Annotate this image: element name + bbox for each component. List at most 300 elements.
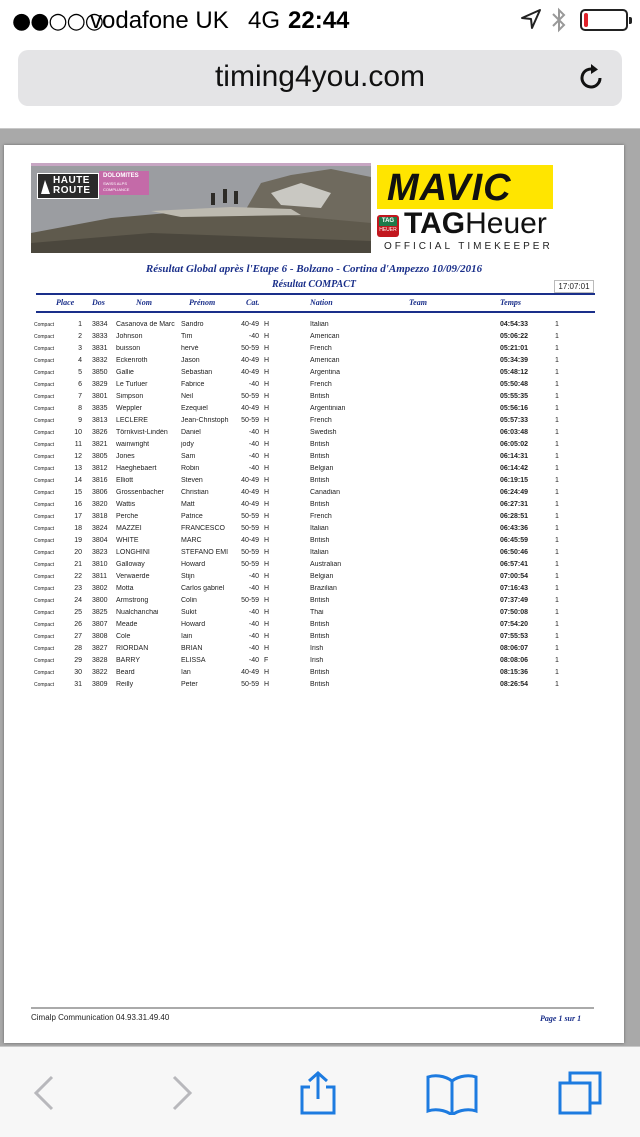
row-bib: 3818 (92, 513, 108, 520)
row-firstname: Patrice (181, 513, 203, 520)
row-place: 22 (74, 573, 82, 580)
row-bib: 3806 (92, 489, 108, 496)
row-stages: 1 (555, 561, 559, 568)
row-time: 06:50:46 (500, 549, 529, 556)
table-row (4, 403, 624, 415)
row-age-category: 40-49 (241, 357, 259, 364)
row-sex: H (264, 585, 270, 592)
row-bib: 3829 (92, 381, 108, 388)
row-place: 19 (74, 537, 82, 544)
row-surname: Beard (116, 669, 135, 676)
row-nation: French (310, 417, 332, 424)
row-sex: H (264, 441, 270, 448)
row-stages: 1 (555, 525, 559, 532)
battery-icon (580, 9, 628, 31)
row-surname: Haeghebaert (116, 465, 157, 472)
row-age-category: 40-49 (241, 537, 259, 544)
row-age-category: 50-59 (241, 393, 259, 400)
row-bib: 3823 (92, 549, 108, 556)
row-stages: 1 (555, 345, 559, 352)
row-place: 21 (74, 561, 82, 568)
row-time: 05:21:01 (500, 345, 529, 352)
clock: 22:44 (288, 7, 350, 34)
table-row (4, 559, 624, 571)
table-row (4, 535, 624, 547)
row-sex: H (264, 453, 270, 460)
row-nation: British (310, 501, 330, 508)
row-nation: Irish (310, 645, 324, 652)
row-nation: French (310, 381, 332, 388)
bluetooth-icon (550, 6, 568, 34)
address-bar[interactable] (18, 50, 622, 106)
row-category: Compact (34, 610, 55, 616)
row-sex: H (264, 381, 270, 388)
row-stages: 1 (555, 477, 559, 484)
back-icon[interactable] (22, 1071, 66, 1115)
row-age-category: -40 (248, 573, 259, 580)
row-surname: MAZZEI (116, 525, 142, 532)
row-category: Compact (34, 370, 55, 376)
row-bib: 3825 (92, 609, 108, 616)
row-time: 07:00:54 (500, 573, 529, 580)
row-surname: Elliott (116, 477, 134, 484)
row-surname: Casanova de Marc (116, 321, 175, 328)
row-age-category: -40 (248, 645, 259, 652)
share-icon[interactable] (296, 1071, 340, 1115)
row-firstname: Robin (181, 465, 200, 472)
table-row (4, 391, 624, 403)
row-time: 06:19:15 (500, 477, 529, 484)
table-row (4, 547, 624, 559)
row-stages: 1 (555, 453, 559, 460)
row-age-category: -40 (248, 621, 259, 628)
table-row (4, 319, 624, 331)
row-sex: H (264, 525, 270, 532)
row-age-category: -40 (248, 465, 259, 472)
row-category: Compact (34, 670, 55, 676)
row-bib: 3835 (92, 405, 108, 412)
row-bib: 3807 (92, 621, 108, 628)
table-row (4, 679, 624, 691)
row-time: 05:57:33 (500, 417, 529, 424)
row-firstname: Ezequiel (181, 405, 208, 412)
row-category: Compact (34, 586, 55, 592)
row-category: Compact (34, 454, 55, 460)
row-place: 20 (74, 549, 82, 556)
row-category: Compact (34, 562, 55, 568)
row-place: 11 (74, 441, 82, 448)
row-nation: British (310, 393, 330, 400)
row-firstname: Christian (181, 489, 209, 496)
row-firstname: STEFANO EMI (181, 549, 229, 556)
row-surname: Le Turluer (116, 381, 148, 388)
row-age-category: -40 (248, 429, 259, 436)
row-age-category: 40-49 (241, 669, 259, 676)
carrier-name: vodafone UK (90, 7, 229, 34)
row-sex: H (264, 669, 270, 676)
row-age-category: -40 (248, 657, 259, 664)
row-category: Compact (34, 574, 55, 580)
row-place: 25 (74, 609, 82, 616)
row-bib: 3822 (92, 669, 108, 676)
row-nation: British (310, 477, 330, 484)
row-time: 05:06:22 (500, 333, 529, 340)
row-age-category: 50-59 (241, 345, 259, 352)
col-cat: Cat. (246, 298, 260, 307)
row-stages: 1 (555, 657, 559, 664)
row-age-category: 50-59 (241, 549, 259, 556)
row-age-category: 40-49 (241, 321, 259, 328)
row-age-category: 40-49 (241, 369, 259, 376)
row-sex: H (264, 549, 270, 556)
row-surname: Gallie (116, 369, 134, 376)
row-stages: 1 (555, 549, 559, 556)
row-place: 6 (78, 381, 82, 388)
table-row (4, 427, 624, 439)
row-nation: Belgian (310, 573, 334, 580)
bookmarks-icon[interactable] (426, 1071, 478, 1115)
row-time: 06:27:31 (500, 501, 529, 508)
row-firstname: Howard (181, 621, 206, 628)
row-category: Compact (34, 550, 55, 556)
row-category: Compact (34, 382, 55, 388)
row-category: Compact (34, 358, 55, 364)
row-stages: 1 (555, 513, 559, 520)
row-category: Compact (34, 682, 55, 688)
row-age-category: 50-59 (241, 525, 259, 532)
table-row (4, 415, 624, 427)
row-time: 08:15:36 (500, 669, 529, 676)
row-firstname: Peter (181, 681, 198, 688)
table-row (4, 571, 624, 583)
row-place: 17 (74, 513, 82, 520)
table-row (4, 343, 624, 355)
row-nation: British (310, 621, 330, 628)
row-category: Compact (34, 334, 55, 340)
row-sex: H (264, 501, 270, 508)
row-bib: 3820 (92, 501, 108, 508)
row-firstname: MARC (181, 537, 202, 544)
row-time: 06:24:49 (500, 489, 529, 496)
row-stages: 1 (555, 489, 559, 496)
row-place: 31 (74, 681, 82, 688)
row-time: 05:34:39 (500, 357, 529, 364)
web-content-area[interactable] (0, 129, 640, 1046)
row-sex: H (264, 357, 270, 364)
row-firstname: Carlos gabriel (181, 585, 225, 592)
row-category: Compact (34, 490, 55, 496)
row-bib: 3833 (92, 333, 108, 340)
row-time: 07:55:53 (500, 633, 529, 640)
row-category: Compact (34, 406, 55, 412)
row-bib: 3811 (92, 573, 108, 580)
table-row (4, 619, 624, 631)
row-place: 24 (74, 597, 82, 604)
row-category: Compact (34, 526, 55, 532)
row-time: 06:57:41 (500, 561, 529, 568)
row-place: 28 (74, 645, 82, 652)
row-age-category: 40-49 (241, 501, 259, 508)
print-time: 17:07:01 (554, 280, 594, 293)
row-sex: H (264, 477, 270, 484)
row-sex: H (264, 537, 270, 544)
row-bib: 3834 (92, 321, 108, 328)
row-stages: 1 (555, 381, 559, 388)
row-stages: 1 (555, 645, 559, 652)
table-row (4, 367, 624, 379)
tag-heuer-logo: TAGHeuer (404, 207, 547, 240)
row-category: Compact (34, 322, 55, 328)
row-bib: 3824 (92, 525, 108, 532)
row-bib: 3828 (92, 657, 108, 664)
row-stages: 1 (555, 405, 559, 412)
row-age-category: 50-59 (241, 561, 259, 568)
row-firstname: Sebastian (181, 369, 213, 376)
row-sex: H (264, 681, 270, 688)
row-firstname: Ian (181, 669, 191, 676)
table-row (4, 451, 624, 463)
row-stages: 1 (555, 441, 559, 448)
row-surname: WHITE (116, 537, 139, 544)
col-dos: Dos (92, 298, 105, 307)
row-surname: Eckenroth (116, 357, 148, 364)
row-nation: French (310, 345, 332, 352)
row-firstname: Iain (181, 633, 193, 640)
row-sex: H (264, 645, 270, 652)
url-text[interactable]: timing4you.com (214, 60, 426, 93)
row-sex: H (264, 489, 270, 496)
header-rule-top (36, 293, 595, 295)
row-nation: Irish (310, 657, 324, 664)
row-bib: 3812 (92, 465, 108, 472)
table-row (4, 379, 624, 391)
row-sex: H (264, 597, 270, 604)
row-time: 06:14:31 (500, 453, 529, 460)
table-row (4, 331, 624, 343)
table-row (4, 631, 624, 643)
table-row (4, 499, 624, 511)
row-nation: British (310, 453, 330, 460)
row-surname: Armstrong (116, 597, 149, 604)
row-stages: 1 (555, 429, 559, 436)
row-time: 06:14:42 (500, 465, 529, 472)
row-surname: buisson (116, 345, 141, 352)
row-age-category: 50-59 (241, 417, 259, 424)
row-nation: Brazilian (310, 585, 337, 592)
row-time: 05:48:12 (500, 369, 529, 376)
row-firstname: Howard (181, 561, 206, 568)
row-bib: 3831 (92, 345, 108, 352)
row-nation: Italian (310, 321, 329, 328)
row-time: 08:26:54 (500, 681, 529, 688)
forward-icon[interactable] (160, 1071, 204, 1115)
col-prenom: Prénom (189, 298, 216, 307)
row-age-category: -40 (248, 609, 259, 616)
row-category: Compact (34, 478, 55, 484)
row-firstname: Sandro (181, 321, 204, 328)
row-bib: 3801 (92, 393, 108, 400)
row-nation: British (310, 441, 330, 448)
results-document (4, 145, 624, 1043)
row-firstname: Jean-Christoph (181, 417, 229, 424)
row-surname: LONGHINI (116, 549, 150, 556)
location-icon (520, 8, 542, 30)
row-time: 06:45:59 (500, 537, 529, 544)
row-firstname: FRANCESCO (181, 525, 225, 532)
row-time: 05:55:35 (500, 393, 529, 400)
row-age-category: -40 (248, 333, 259, 340)
row-firstname: Sam (181, 453, 196, 460)
row-time: 06:28:51 (500, 513, 529, 520)
footer-contact: Cimalp Communication 04.93.31.49.40 (31, 1013, 170, 1022)
row-nation: Canadian (310, 489, 340, 496)
row-time: 07:37:49 (500, 597, 529, 604)
row-firstname: jody (181, 441, 194, 448)
row-place: 26 (74, 621, 82, 628)
row-place: 7 (78, 393, 82, 400)
row-nation: Thai (310, 609, 324, 616)
row-time: 08:08:06 (500, 657, 529, 664)
row-firstname: Sukit (181, 609, 197, 616)
row-sex: H (264, 393, 270, 400)
row-time: 07:54:20 (500, 621, 529, 628)
row-nation: American (310, 357, 340, 364)
row-bib: 3808 (92, 633, 108, 640)
row-nation: Italian (310, 525, 329, 532)
row-category: Compact (34, 622, 55, 628)
row-bib: 3804 (92, 537, 108, 544)
row-bib: 3800 (92, 597, 108, 604)
row-stages: 1 (555, 321, 559, 328)
row-age-category: 40-49 (241, 489, 259, 496)
row-firstname: Fabrice (181, 381, 205, 388)
row-stages: 1 (555, 597, 559, 604)
row-sex: H (264, 513, 270, 520)
row-place: 2 (78, 333, 82, 340)
official-timekeeper-label: OFFICIAL TIMEKEEPER (384, 241, 553, 252)
row-age-category: 50-59 (241, 681, 259, 688)
row-stages: 1 (555, 573, 559, 580)
row-age-category: 50-59 (241, 597, 259, 604)
dolomites-badge: DOLOMITES SWISS ALPS COMPLIANCE (99, 171, 149, 195)
row-firstname: Daniel (181, 429, 201, 436)
tag-heuer-badge-icon: TAG HEUER (377, 215, 399, 237)
row-age-category: -40 (248, 453, 259, 460)
row-nation: British (310, 669, 330, 676)
row-sex: H (264, 345, 270, 352)
row-nation: Italian (310, 549, 329, 556)
row-place: 18 (74, 525, 82, 532)
row-category: Compact (34, 502, 55, 508)
row-place: 12 (74, 453, 82, 460)
row-firstname: Jason (181, 357, 200, 364)
row-sex: H (264, 417, 270, 424)
row-surname: BARRY (116, 657, 140, 664)
row-nation: British (310, 633, 330, 640)
row-age-category: -40 (248, 633, 259, 640)
row-place: 5 (78, 369, 82, 376)
table-row (4, 607, 624, 619)
browser-toolbar (0, 1046, 640, 1137)
row-firstname: BRIAN (181, 645, 203, 652)
table-row (4, 667, 624, 679)
row-surname: wainwright (116, 441, 150, 448)
row-bib: 3810 (92, 561, 108, 568)
row-place: 13 (74, 465, 82, 472)
report-title: Résultat Global après l'Etape 6 - Bolzano - Cortina d'Ampezzo 10/09/2016 (145, 263, 483, 275)
row-nation: American (310, 333, 340, 340)
row-surname: Nualchanchai (116, 609, 159, 616)
table-row (4, 523, 624, 535)
row-stages: 1 (555, 621, 559, 628)
header-rule-bottom (36, 311, 595, 313)
status-bar (0, 0, 640, 40)
row-place: 9 (78, 417, 82, 424)
row-stages: 1 (555, 609, 559, 616)
row-surname: RIORDAN (116, 645, 149, 652)
row-stages: 1 (555, 333, 559, 340)
row-stages: 1 (555, 537, 559, 544)
row-surname: Grossenbacher (116, 489, 164, 496)
row-place: 4 (78, 357, 82, 364)
footer-rule (31, 1007, 594, 1009)
row-nation: British (310, 537, 330, 544)
table-row (4, 355, 624, 367)
row-time: 07:16:43 (500, 585, 529, 592)
row-time: 05:50:48 (500, 381, 529, 388)
table-row (4, 583, 624, 595)
table-row (4, 463, 624, 475)
reload-icon[interactable] (576, 63, 606, 93)
row-category: Compact (34, 394, 55, 400)
row-stages: 1 (555, 669, 559, 676)
row-bib: 3813 (92, 417, 108, 424)
row-bib: 3809 (92, 681, 108, 688)
row-bib: 3850 (92, 369, 108, 376)
col-team: Team (409, 298, 427, 307)
row-firstname: Tim (181, 333, 193, 340)
row-firstname: Matt (181, 501, 195, 508)
row-place: 23 (74, 585, 82, 592)
results-table (4, 319, 624, 691)
row-time: 07:50:08 (500, 609, 529, 616)
row-age-category: -40 (248, 585, 259, 592)
row-category: Compact (34, 538, 55, 544)
row-place: 8 (78, 405, 82, 412)
haute-route-logo: HAUTE ROUTE (37, 173, 99, 199)
row-bib: 3821 (92, 441, 108, 448)
row-stages: 1 (555, 501, 559, 508)
row-time: 08:06:07 (500, 645, 529, 652)
row-bib: 3826 (92, 429, 108, 436)
row-time: 06:05:02 (500, 441, 529, 448)
row-age-category: -40 (248, 381, 259, 388)
row-surname: Cole (116, 633, 131, 640)
row-category: Compact (34, 466, 55, 472)
report-subtitle: Résultat COMPACT (272, 279, 356, 290)
tabs-icon[interactable] (558, 1071, 602, 1115)
row-category: Compact (34, 598, 55, 604)
row-category: Compact (34, 658, 55, 664)
row-place: 10 (74, 429, 82, 436)
row-stages: 1 (555, 633, 559, 640)
row-surname: Reilly (116, 681, 134, 688)
row-surname: Galloway (116, 561, 145, 568)
row-sex: H (264, 621, 270, 628)
row-sex: H (264, 405, 270, 412)
table-row (4, 439, 624, 451)
col-place: Place (56, 298, 75, 307)
